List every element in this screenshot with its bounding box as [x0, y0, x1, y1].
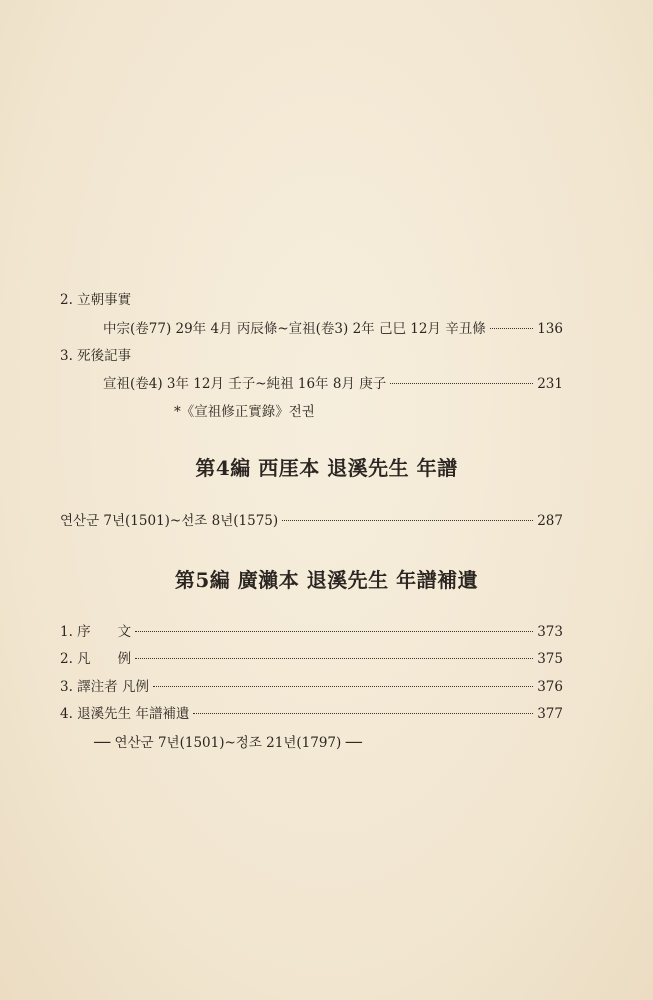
dot-leader	[490, 328, 533, 329]
section-heading: 第4編 西厓本 退溪先生 年譜	[195, 456, 458, 480]
toc-entry	[60, 675, 563, 695]
toc-entry	[60, 509, 563, 529]
toc-entry-detail: 宣祖(卷4) 3年 12月 壬子~純祖 16年 8月 庚子	[103, 376, 387, 392]
page-number: 136	[537, 321, 563, 337]
dot-leader	[135, 631, 533, 632]
toc-item-label: 3. 死後記事	[60, 348, 132, 364]
dot-leader	[193, 713, 533, 714]
toc-entry-label: 연산군 7년(1501)~선조 8년(1575)	[60, 513, 279, 529]
toc-range-note: ── 연산군 7년(1501)~정조 21년(1797) ──	[94, 735, 362, 751]
toc-entry-label: 1. 序 文	[60, 624, 132, 640]
toc-item-label: 2. 立朝事實	[60, 292, 132, 308]
toc-entry	[103, 317, 563, 337]
dot-leader	[390, 383, 533, 384]
toc-entry	[60, 620, 563, 640]
page-number: 287	[537, 513, 563, 529]
dot-leader	[135, 658, 533, 659]
page-number: 375	[537, 651, 563, 667]
section-heading: 第5編 廣瀨本 退溪先生 年譜補遺	[174, 568, 479, 592]
toc-note: *《宣祖修正實錄》전권	[174, 404, 315, 420]
toc-entry	[60, 702, 563, 722]
page-number: 373	[537, 624, 563, 640]
page-number: 376	[537, 679, 563, 695]
toc-entry-label: 4. 退溪先生 年譜補遺	[60, 706, 190, 722]
toc-entry-label: 2. 凡 例	[60, 651, 132, 667]
dot-leader	[153, 686, 533, 687]
toc-entry	[60, 647, 563, 667]
toc-entry-detail: 中宗(卷77) 29年 4月 丙辰條~宣祖(卷3) 2年 己巳 12月 辛丑條	[103, 321, 486, 337]
toc-entry-label: 3. 譯注者 凡例	[60, 679, 149, 695]
page-number: 377	[537, 706, 563, 722]
dot-leader	[282, 520, 533, 521]
page-number: 231	[537, 376, 563, 392]
toc-entry	[103, 372, 563, 392]
